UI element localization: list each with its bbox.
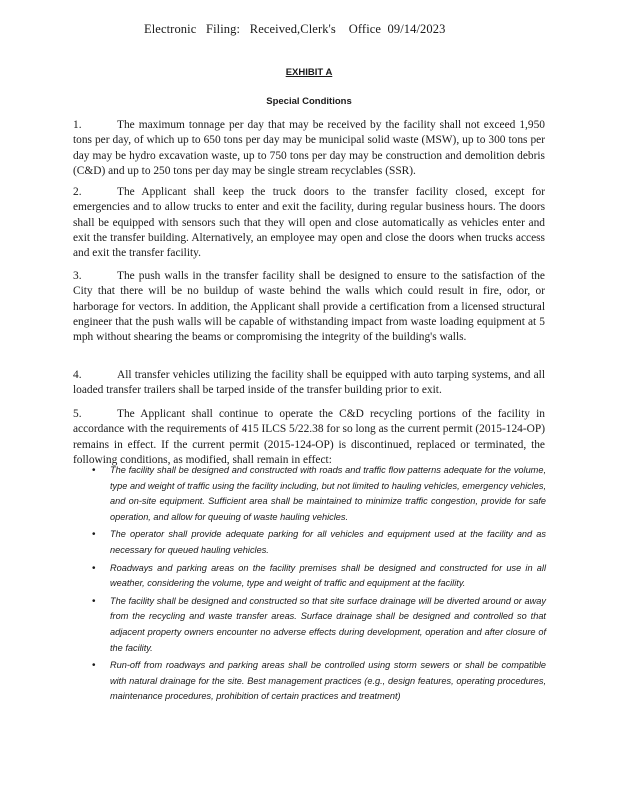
paragraph-text: All transfer vehicles utilizing the facility shall be equipped with auto tarping systems, and all loaded transfer trailers shall be tarped inside of the transfer building prior to exit.	[73, 369, 545, 397]
condition-paragraph-1	[73, 118, 545, 179]
bullet-text: The operator shall provide adequate parking for all vehicles and equipment used at the facility and as necessary for queued hauling vehicles.	[110, 529, 546, 555]
bullet-text: The facility shall be designed and constructed with roads and traffic flow patterns adequate for the volume, type and weight of traffic using the facility including, but not limited to hauling vehicles, emergency vehicles, and on-site equipment. Sufficient area shall be maintained to minimize traffic congestion, provide for safe operation, and allow for queuing of waste hauling vehicles.	[110, 465, 546, 522]
bullet-text: Roadways and parking areas on the facility premises shall be designed and constructed for use in all weather, considering the volume, type and weight of traffic and equipment at the facility.	[110, 562, 546, 589]
filing-stamp-header: Electronic Filing: Received,Clerk's Office 09/14/2023	[144, 22, 446, 36]
section-title: Special Conditions	[266, 96, 352, 107]
paragraph-number: 3.	[73, 270, 82, 282]
bullet-item	[92, 463, 546, 525]
paragraph-text: The maximum tonnage per day that may be received by the facility shall not exceed 1,950 tons per day, of which up to 650 tons per day may be municipal solid waste (MSW), up to 300 tons per day may be hydro excavation waste, up to 750 tons per day may be construction and demolition debris (C&D) and up to 250 tons per day may be single stream recyclables (SSR).	[73, 119, 545, 177]
bullet-text: Run-off from roadways and parking areas shall be controlled using storm sewers or shall be compatible with natural drainage for the site. Best management practices (e.g., design features, operating procedures, maintenance procedures, prohibition of certain practices and treatment)	[110, 660, 546, 702]
paragraph-text: The Applicant shall continue to operate the C&D recycling portions of the facility in accordance with the requirements of 415 ILCS 5/22.38 for so long as the current permit (2015-124-OP) remains in effect. If the current permit (2015-124-OP) is discontinued, replaced or terminated, the following conditions, as modified, shall remain in effect:	[73, 408, 545, 466]
bullet-icon: •	[92, 660, 96, 672]
bullet-icon: •	[92, 465, 96, 476]
bullet-item	[92, 658, 546, 705]
bullet-item	[92, 594, 546, 656]
paragraph-number: 5.	[73, 408, 82, 420]
paragraph-number: 2.	[73, 186, 82, 198]
condition-paragraph-3	[73, 269, 545, 345]
condition-paragraph-2	[73, 185, 545, 261]
paragraph-text: The Applicant shall keep the truck doors to the transfer facility closed, except for emergencies and to allow trucks to enter and exit the facility, during regular business hours. The doors shall be equipped with sensors such that they will open and close automatically as vehicles enter and exit the transfer building. Alternatively, an employee may open and close the doors when trucks access and exit the transfer facility.	[73, 186, 545, 260]
paragraph-text: The push walls in the transfer facility shall be designed to ensure to the satisfaction of the City that there will be no buildup of waste behind the walls which could result in fire, odor, or harborage for vectors. In addition, the Applicant shall provide a certification from a licensed structural engineer that the push walls will be capable of withstanding impact from waste loading equipment at 5 mph without shearing the beams or compromising the integrity of the building's walls.	[73, 270, 545, 344]
bullet-text: The facility shall be designed and constructed so that site surface drainage will be diverted around or away from the recycling and waste transfer areas. Surface drainage shall be designed and controlled so that adjacent property owners encounter no adverse effects during development, operation and after closure of the facility.	[110, 595, 546, 653]
bullet-icon: •	[92, 529, 96, 541]
bullet-item	[92, 561, 546, 592]
paragraph-number: 1.	[73, 119, 82, 131]
conditions-bullet-list	[92, 463, 546, 707]
exhibit-title: EXHIBIT A	[285, 67, 333, 78]
bullet-icon: •	[92, 595, 96, 607]
bullet-item	[92, 527, 546, 558]
condition-paragraph-5	[73, 407, 545, 468]
paragraph-number: 4.	[73, 369, 82, 381]
bullet-icon: •	[92, 562, 96, 574]
condition-paragraph-4	[73, 368, 545, 399]
